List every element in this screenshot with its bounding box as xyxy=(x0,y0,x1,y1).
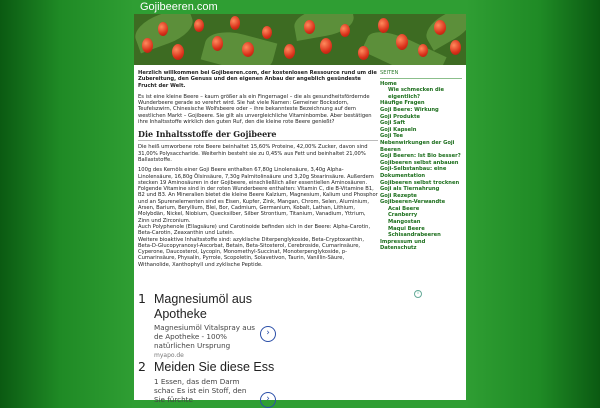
body-paragraph: 100g des Kernöls einer Goji Beere enthalten 67,80g Linolensäure, 3,40g Alpha-Linolensäure, 16,80g Ölsinsäure, 7,30g Palmitolinsäure und 3,20g Stearinsäure. Außerdem stecken 19 Aminosäuren in der Gojibeere, einschließlich aller essentiellen Aminosäuren. xyxy=(138,167,374,186)
sidebar-nav xyxy=(380,81,462,252)
sidebar-title: SEITEN xyxy=(380,70,462,79)
sidebar-nav-link[interactable]: Cranberry xyxy=(388,212,418,219)
sidebar-nav-link[interactable]: Goji Kapseln xyxy=(380,126,417,133)
sidebar-nav-link[interactable]: Impressum und Datenschutz xyxy=(380,238,426,252)
body-paragraph: Weitere bioaktive Inhaltsstoffe sind: azyklische Diterpenglykoside, Beta-Cryptoxanthin, Beta-D-Glucopyranosyl-Ascorbat, Betain, Beta-Sitosterol, Cerebroside, Cumarinsäure, Cyperone, Daucosterol, Lycopin, Monomethyl-Succinat, Monoterpenglykoside, p-Cumarinsäure, Physalin, Pyrrole, Scopoletin, Solavetivon, Taurin, Vanillin-Säure, Withanolide, Xanthophyll und zyklische Peptide. xyxy=(138,236,364,268)
sidebar-nav-link[interactable]: Schisandrabeeren xyxy=(388,232,441,239)
intro-text: Herzlich willkommen bei Gojibeeren.com, der kostenlosen Ressource rund um die Zubereitung, den Genuss und den eigenen Anbau der angeblich gesündeste Frucht der Welt. xyxy=(138,70,377,89)
sidebar-nav-link[interactable]: Goji Rezepte xyxy=(380,192,417,199)
sidebar-nav-link[interactable]: Home xyxy=(380,80,397,87)
sidebar-nav-link[interactable]: Goji Tee xyxy=(380,133,404,140)
ad-source: myapo.de xyxy=(154,352,184,359)
ad-title[interactable]: Meiden Sie diese Ess xyxy=(154,360,275,374)
sidebar-nav-link[interactable]: Nebenwirkungen der Goji Beeren xyxy=(380,139,455,153)
sidebar-nav-link[interactable]: Maqui Beere xyxy=(388,225,425,232)
chevron-right-icon[interactable]: › xyxy=(260,326,276,342)
header-banner-image xyxy=(134,14,466,65)
ad-description: Magnesiumöl Vitalspray aus de Apotheke - 100% natürlichen Ursprung xyxy=(154,323,256,350)
sidebar-nav-link[interactable]: Gojibeeren-Verwandte xyxy=(380,199,446,206)
sidebar-nav-link[interactable]: Mangostan xyxy=(388,219,421,226)
sidebar-nav-link[interactable]: Wie schmecken die eigentlich? xyxy=(388,87,445,100)
chevron-right-icon[interactable]: › xyxy=(260,392,276,408)
body-paragraph: Es ist eine kleine Beere – kaum größer als ein Fingernagel – die als gesundheitsfördernde Wunderbeere gerade so verehrt wird. Sie hat viele Namen: Gemeiner Bocksdorn, Teufelszwirn, Chinesische Wolfsbeere oder – ihre bekannteste Bezeichnung auf dem westlichen Markt – Gojibeere. Sie gilt als unvergleichliche Vitaminbombe. Aber bestätigen ihre Inhaltsstoffe wirklich den guten Ruf, den die kleine rote Beere genießt? xyxy=(138,93,372,126)
sidebar-nav-link[interactable]: Goji-Selbstanbau: eine Dokumentation xyxy=(380,166,447,179)
sidebar-nav-link[interactable]: Goji Beeren: Ist Bio besser? xyxy=(380,153,461,160)
site-header xyxy=(134,0,466,65)
page-container xyxy=(134,0,466,404)
main-content xyxy=(138,70,378,268)
body-paragraph: Folgende Vitamine sind in der roten Wunderbeere enthalten: Vitamin C, die B-Vitamine B1, B2 und B3. An Mineralien bietet die kleine Beere Kalzium, Magnesium, Kalium und Phosphor und an Spurenelementen sind es Eisen, Kupfer, Zink, Mangan, Chrom, Selen, Aluminium, Arsen, Barium, Beryllium, Blei, Bor, Cadmium, Germanium, Kobalt, Lathan, Lithium, Molybdän, Nickel, Niobium, Quecksilber, Silber Strontium, Titanium, Vanadium, Yttrium, Zinn und Zirconium. xyxy=(138,186,378,224)
site-title-link[interactable]: Gojibeeren.com xyxy=(140,1,218,13)
sidebar-nav-link[interactable]: Goji als Tiernahrung xyxy=(380,186,440,193)
sidebar xyxy=(380,70,462,252)
sidebar-nav-link[interactable]: Häufige Fragen xyxy=(380,100,425,107)
ad-number: 1 xyxy=(138,291,146,306)
ad-title[interactable]: Magnesiumöl aus Apotheke xyxy=(154,292,252,321)
body-paragraph: Auch Polyphenole (Ellagsäure) und Carotinoide befinden sich in der Beere: Alpha-Carotin, Beta-Carotin, Zeaxanthin und Lutein. xyxy=(138,223,371,237)
ad-number: 2 xyxy=(138,359,146,374)
sidebar-nav-link[interactable]: Goji Beere: Wirkung xyxy=(380,106,439,113)
ad-description: 1 Essen, das dem Darm schac Es ist ein Stoff, den Sie fürchte xyxy=(154,376,247,404)
ad-choices-icon[interactable]: i xyxy=(414,290,422,298)
sidebar-nav-link[interactable]: Goji Saft xyxy=(380,120,406,127)
body-paragraph: Die heiß umworbene rote Beere beinhaltet 15,60% Proteine, 42,00% Zucker, davon sind 31,00% Polysaccharide. Weiterhin besteht sie zu 0,45% aus Fett und beinhaltet 21,00% Ballaststoffe. xyxy=(138,144,368,163)
sidebar-nav-link[interactable]: Gojibeeren selbst trocknen xyxy=(380,179,460,186)
sidebar-nav-link[interactable]: Acai Beere xyxy=(388,205,420,212)
sidebar-nav-link[interactable]: Gojibeeren selbst anbauen xyxy=(380,159,459,166)
section-heading: Die Inhaltsstoffe der Gojibeere xyxy=(138,129,378,141)
sidebar-nav-link[interactable]: Goji Produkte xyxy=(380,113,420,120)
